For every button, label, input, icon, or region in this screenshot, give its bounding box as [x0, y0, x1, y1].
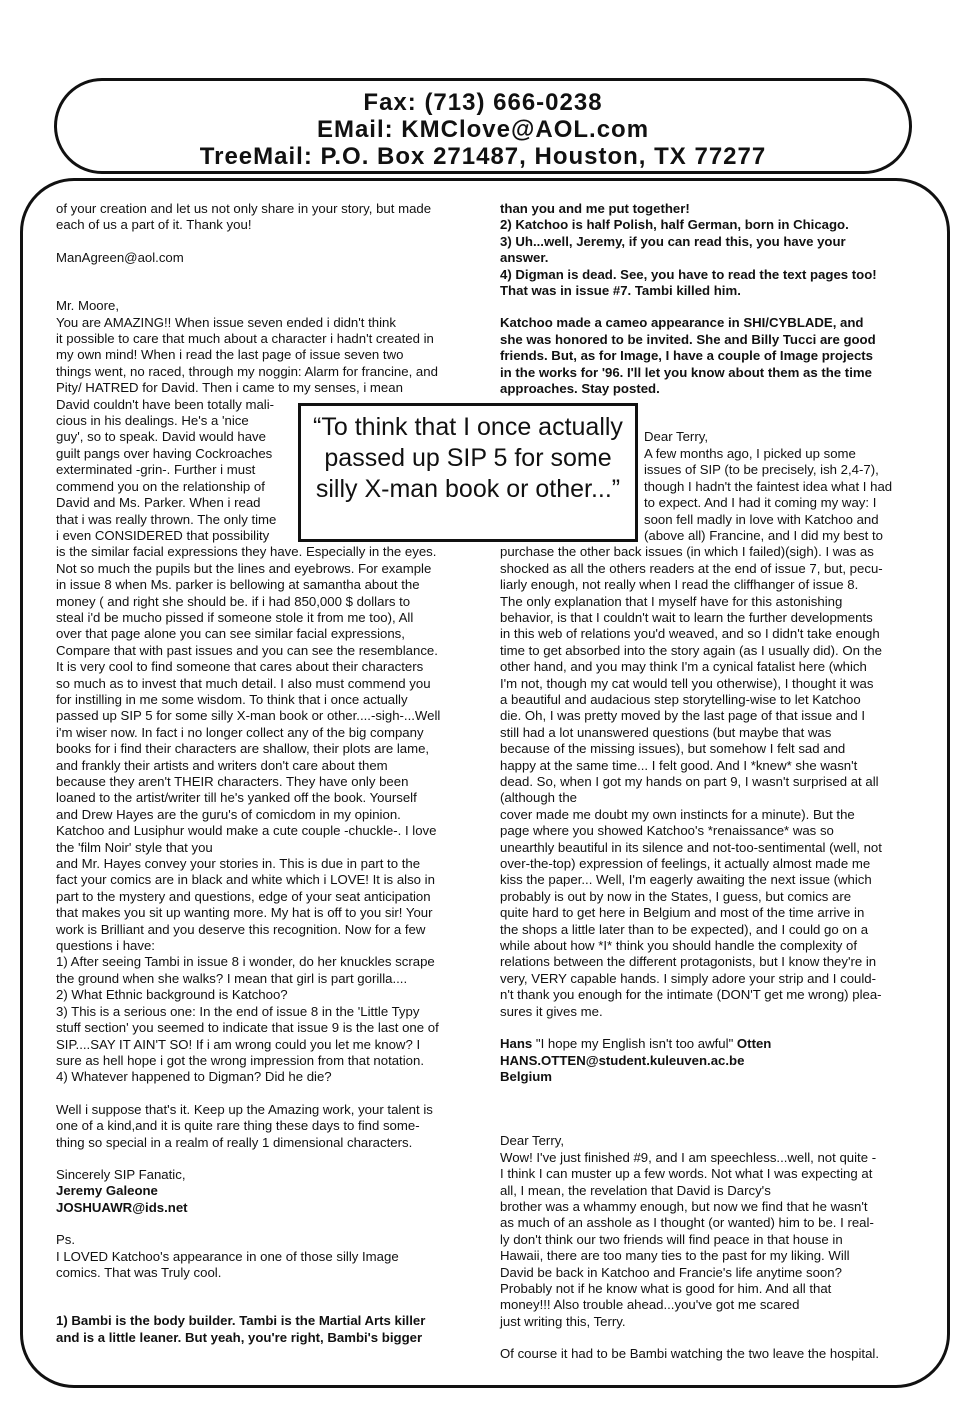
text-line: though I hadn't the faintest idea what I had — [644, 478, 893, 494]
text-line: sure as hell hope i got the wrong impression from that notation. — [56, 1052, 424, 1068]
text-line: and frankly their artists and writers don't care about them — [56, 757, 388, 773]
text-line: issues of SIP (to be precisely, ish 2,4-7), — [644, 462, 879, 478]
text-line: 2) Katchoo is half Polish, half German, born in Chicago. — [500, 217, 849, 233]
letter-1-closing — [56, 1102, 476, 1151]
treemail-line: TreeMail: P.O. Box 271487, Houston, TX 77277 — [199, 143, 767, 170]
text-line: David couldn't have been totally mali- — [56, 396, 275, 412]
text-line: of your creation and let us not only share in your story, but made — [56, 201, 432, 216]
text-line: David be back in Katchoo and Francie's life anytime soon? — [500, 1264, 842, 1280]
text-line: behavior, is that I couldn't wait to learn the further developments — [500, 609, 873, 625]
text-line: the 'film Noir' style that you — [56, 839, 213, 855]
letter-2-body — [500, 544, 920, 1020]
text-line: to expect. And I had it coming my way: I — [644, 495, 877, 511]
text-line: happy at the same time... I felt good. And I *knew* she wasn't — [500, 757, 858, 773]
text-line: steal i'd be mucho pissed if someone stole it from me too), All — [56, 609, 414, 625]
text-line: unearthly beautiful in its silence and not-too-sentimental (well, not — [500, 839, 882, 855]
text-line: answer. — [500, 250, 549, 266]
text-line: ly don't think our two friends will find peace in that house in — [500, 1231, 843, 1247]
text-line: just writing this, Terry. — [500, 1313, 626, 1329]
text-line: in the works for '96. I'll let you know about them as the time — [500, 364, 872, 380]
text-line: very, VERY capable hands. I simply adore your strip and I could- — [500, 970, 877, 986]
text-line: Dear Terry, — [500, 1133, 564, 1149]
text-line: i'm wiser now. In fact i no longer collect any of the big company — [56, 724, 424, 740]
text-line: that makes you sit up wanting more. My hat is off to you sir! Your — [56, 905, 433, 921]
ps-label: Ps. — [56, 1232, 76, 1248]
editor-reply-1-cont — [500, 201, 920, 299]
text-line: money ( and right she should be. if i had 850,000 $ dollars to — [56, 593, 411, 609]
text-line: stuff section' you seemed to indicate that issue 9 is the last one of — [56, 1020, 439, 1036]
right-column — [500, 201, 920, 1363]
letter-2-wrapped — [644, 429, 920, 544]
text-line: A few months ago, I picked up some — [644, 445, 856, 461]
text-line: commend you on the relationship of — [56, 478, 265, 494]
text-line: approaches. Stay posted. — [500, 381, 660, 397]
text-line: I'm not, though my cat would tell you otherwise), I thought it was — [500, 675, 874, 691]
text-line: as much of an asshole as I thought (or wanted) him to be. I real- — [500, 1215, 874, 1231]
text-line: in issue 8 when Ms. parker is bellowing at samantha about the — [56, 577, 420, 593]
letter-2-signature — [500, 1036, 920, 1085]
text-line: dead. So, when I got my hands on part 9, I wasn't surprised at all — [500, 774, 879, 789]
text-line: Well i suppose that's it. Keep up the Amazing work, your talent is — [56, 1101, 433, 1117]
signoff: Sincerely SIP Fanatic, — [56, 1166, 186, 1182]
text-line: the ground when she walks? I mean that girl is part gorilla.... — [56, 970, 408, 986]
left-top-lines — [56, 201, 476, 234]
text-line: questions i have: — [56, 938, 155, 954]
text-line: money!!! Also trouble ahead...you've got me scared — [500, 1297, 800, 1313]
text-line: that i was really thrown. The only time — [56, 511, 277, 527]
editor-reply-2 — [500, 315, 920, 397]
text-line: it possible to care that much about a character i hadn't created in — [56, 331, 434, 347]
text-line: sures it gives me. — [500, 1003, 603, 1019]
text-line: all, I mean, the revelation that David is Darcy's — [500, 1182, 771, 1198]
text-line: things went, no raced, through my noggin: Alarm for francine, and — [56, 363, 438, 379]
text-line: 2) What Ethnic background is Katchoo? — [56, 987, 288, 1003]
text-line: brother was a whammy enough, but now we find that he wasn't — [500, 1198, 868, 1214]
text-line: thing so special in a realm of really 1 dimensional characters. — [56, 1134, 413, 1150]
text-line: (although the — [500, 790, 577, 806]
text-line: my own mind! When i read the last page of issue seven two — [56, 347, 404, 363]
signature-quote: "I hope my English isn't too awful" — [532, 1036, 737, 1052]
text-line: Wow! I've just finished #9, and I am speechless...well, not quite - — [500, 1149, 877, 1165]
text-line: each of us a part of it. Thank you! — [56, 217, 252, 233]
text-line: over-the-top) expression of feelings, it actually almost made me — [500, 856, 871, 872]
text-line: 3) This is a serious one: In the end of issue 8 in the 'Little Typy — [56, 1003, 420, 1019]
text-line: one of a kind,and it is quite rare thing these days to find some- — [56, 1118, 420, 1134]
pull-quote-box — [298, 403, 638, 542]
text-line: the shops a little later than to be expected), and I could go on a — [500, 921, 869, 937]
editor-reply-1 — [56, 1313, 476, 1346]
text-line: soon fell madly in love with Katchoo and — [644, 511, 879, 527]
text-line: The only explanation that I myself have for this astonishing — [500, 593, 843, 609]
text-line: 1) Bambi is the body builder. Tambi is the Martial Arts killer — [56, 1313, 426, 1329]
text-line: (above all) Francine, and I did my best to — [644, 527, 883, 543]
text-line: Pity/ HATRED for David. Then i came to my senses, i mean — [56, 380, 403, 396]
text-line: loaned to the artist/writer till he's yanked off the book. Yourself — [56, 790, 417, 806]
letter-3 — [500, 1133, 920, 1330]
text-line: David and Ms. Parker. When i read — [56, 495, 261, 511]
text-line: probably is out by now in the States, I guess, but comics are — [500, 888, 852, 904]
text-line: for instilling in me some wisdom. To think that i once actually — [56, 691, 408, 707]
pull-quote-text: “To think that I once actually passed up SIP 5 for some silly X-man book or other...” — [313, 413, 623, 503]
text-line: i even CONSIDERED that possibility — [56, 527, 270, 543]
text-line: comics. That was Truly cool. — [56, 1264, 222, 1280]
text-line: n't thank you enough for the intimate (DON'T get me wrong) plea- — [500, 987, 882, 1003]
signature-name: Jeremy Galeone — [56, 1183, 158, 1199]
letter-1-intro — [56, 298, 476, 396]
text-line: Probably not if he know what is good for him. And all that — [500, 1280, 832, 1296]
text-line: liarly enough, not really when I read the cliffhanger of issue 8. — [500, 577, 859, 593]
text-line: purchase the other back issues (in which I failed)(sigh). I was as — [500, 544, 874, 560]
text-line: page where you showed Katchoo's *renaissance* was so — [500, 823, 834, 839]
text-line: That was in issue #7. Tambi killed him. — [500, 283, 741, 299]
signature-email: JOSHUAWR@ids.net — [56, 1199, 188, 1215]
text-line: 1) After seeing Tambi in issue 8 i wonder, do her knuckles scrape — [56, 954, 435, 970]
text-line: Dear Terry, — [644, 429, 708, 445]
text-line: 3) Uh...well, Jeremy, if you can read this, you have your — [500, 233, 846, 249]
text-line: cover made me doubt my own instincts for a minute). But the — [500, 806, 855, 822]
text-line: It is very cool to find someone that cares about their characters — [56, 659, 424, 675]
text-line: SIP....SAY IT AIN'T SO! If i am wrong could you let me know? I — [56, 1036, 421, 1052]
left-column — [56, 201, 476, 1346]
text-line: kiss the paper... Well, I'm eagerly awaiting the next issue (which — [500, 872, 872, 888]
text-line: in this web of relations you'd weaved, and so I didn't take enough — [500, 626, 880, 642]
signature-email: HANS.OTTEN@student.kuleuven.ac.be — [500, 1052, 745, 1068]
fax-line: Fax: (713) 666-0238 — [363, 89, 603, 116]
text-line: fact your comics are in black and white which i LOVE! It is also in — [56, 872, 435, 888]
text-line: guy', so to speak. David would have — [56, 429, 266, 445]
text-line: exterminated -grin-. Further i must — [56, 462, 256, 478]
text-line: so much as to invest that much detail. I also must commend you — [56, 675, 431, 691]
text-line: passed up SIP 5 for some silly X-man book or other....-sigh-...Well — [56, 708, 441, 724]
letter-1-wrapped — [56, 397, 286, 545]
text-line: part to the mystery and questions, edge of your seat anticipation — [56, 888, 431, 904]
text-line: Not so much the pupils but the lines and eyebrows. For example — [56, 560, 432, 576]
letter-1-body — [56, 544, 476, 1085]
text-line: Compare that with past issues and you can see the resemblance. — [56, 642, 438, 658]
text-line: other hand, and you may think I'm a cynical fatalist here (which — [500, 659, 867, 675]
text-line: cious in his dealings. He's a 'nice — [56, 413, 249, 429]
email-line: EMail: KMClove@AOL.com — [316, 116, 650, 143]
text-line: shocked as all the others readers at the end of issue 7, but, pecu- — [500, 560, 883, 576]
text-line: books for i find their characters are shallow, their plots are lame, — [56, 741, 430, 757]
signature-first-name: Hans — [500, 1036, 533, 1052]
text-line: 4) Digman is dead. See, you have to read the text pages too! — [500, 266, 877, 282]
text-line: friends. But, as for Image, I have a couple of Image projects — [500, 348, 874, 364]
text-line: You are AMAZING!! When issue seven ended i didn't think — [56, 314, 396, 330]
text-line: Mr. Moore, — [56, 298, 120, 314]
text-line: I LOVED Katchoo's appearance in one of those silly Image — [56, 1248, 399, 1264]
text-line: Katchoo made a cameo appearance in SHI/CYBLADE, and — [500, 315, 864, 331]
text-line: a beautiful and audacious step storytelling-wise to let Katchoo — [500, 691, 861, 707]
text-line: still had a lot unanswered questions (but maybe that was — [500, 724, 832, 740]
text-line: because they aren't THEIR characters. They have only been — [56, 774, 409, 789]
text-line: Katchoo and Lusiphur would make a cute couple -chuckle-. I love — [56, 823, 437, 839]
text-line: over that page alone you can see similar facial expressions, — [56, 626, 405, 642]
text-line: and Mr. Hayes convey your stories in. This is due in part to the — [56, 856, 421, 872]
text-line: while about how *I* think you should handle the complexity of — [500, 938, 858, 954]
editor-closing: Of course it had to be Bambi watching the two leave the hospital. — [500, 1346, 879, 1362]
text-line: and Drew Hayes are the guru's of comicdom in my opinion. — [56, 806, 401, 822]
text-line: time to get absorbed into the story again (as I usually did). On the — [500, 642, 882, 658]
contact-header — [54, 78, 912, 174]
text-line: quite hard to get here in Belgium and most of the time arrive in — [500, 905, 865, 921]
text-line: because of the missing issues), but somehow I felt sad and — [500, 741, 846, 757]
text-line: Hawaii, there are too many ties to the past for my liking. Will — [500, 1248, 850, 1264]
text-line: is the similar facial expressions they have. Especially in the eyes. — [56, 544, 437, 560]
signature-country: Belgium — [500, 1068, 553, 1084]
reader-email: ManAgreen@aol.com — [56, 249, 184, 265]
text-line: she was honored to be invited. She and Billy Tucci are good — [500, 331, 876, 347]
text-line: work is Brilliant and you deserve this recognition. Now for a few — [56, 921, 426, 937]
text-line: die. Oh, I was pretty moved by the last page of that issue and I — [500, 708, 866, 724]
signature-last-name: Otten — [736, 1036, 772, 1052]
text-line: 4) Whatever happened to Digman? Did he die? — [56, 1069, 332, 1085]
signature-name-line — [500, 1036, 920, 1052]
text-line: relations between the different protagonists, but I know they're in — [500, 954, 877, 970]
text-line: and is a little leaner. But yeah, you're right, Bambi's bigger — [56, 1329, 423, 1345]
text-line: I think I can muster up a few words. Not what I was expecting at — [500, 1166, 873, 1182]
text-line: than you and me put together! — [500, 201, 690, 216]
text-line: guilt pangs over having Cockroaches — [56, 445, 273, 461]
